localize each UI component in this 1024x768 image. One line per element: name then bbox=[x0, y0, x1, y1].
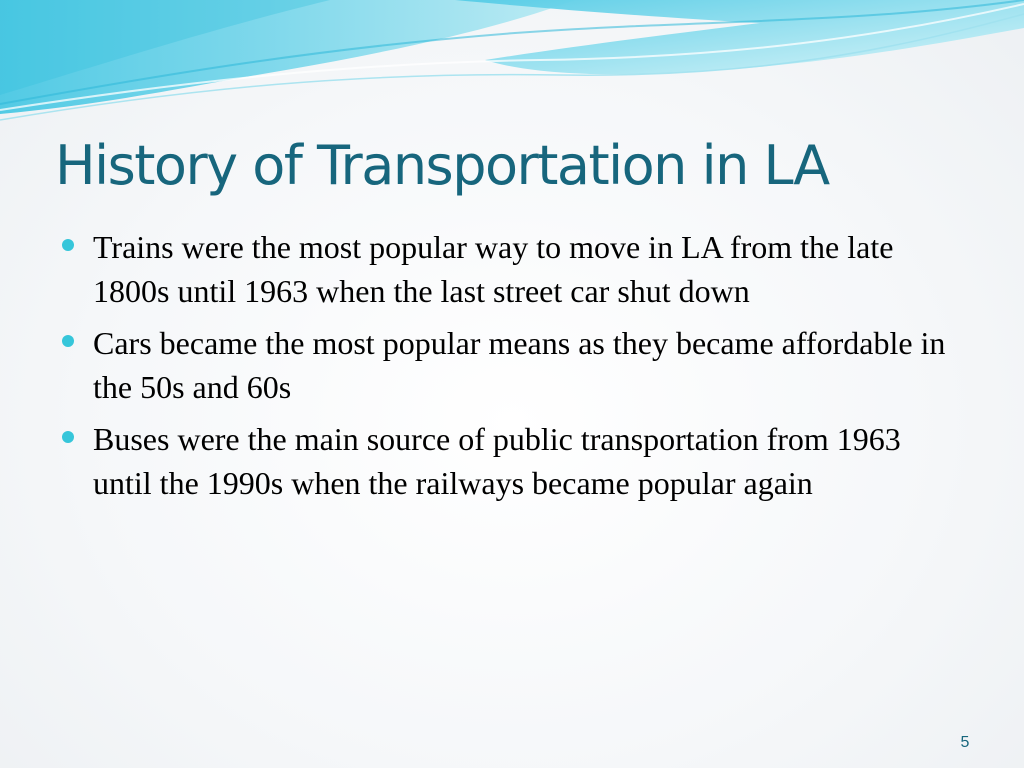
bullet-icon bbox=[62, 239, 74, 251]
bullet-text-cars: Cars became the most popular means as they became affordable in the 50s and 60s bbox=[93, 325, 946, 405]
bullet-icon bbox=[62, 335, 74, 347]
bullet-list bbox=[62, 225, 952, 513]
bullet-icon bbox=[62, 431, 74, 443]
slide-number: 5 bbox=[960, 734, 970, 751]
slide-title: History of Transportation in LA bbox=[55, 134, 829, 197]
bullet-item-buses bbox=[62, 417, 952, 505]
bullet-text-trains: Trains were the most popular way to move in LA from the late 1800s until 1963 when the last street car shut down bbox=[93, 229, 894, 309]
wave-decoration-icon bbox=[0, 0, 1024, 130]
bullet-item-cars bbox=[62, 321, 952, 409]
bullet-text-buses: Buses were the main source of public transportation from 1963 until the 1990s when the railways became popular again bbox=[93, 421, 901, 501]
bullet-item-trains bbox=[62, 225, 952, 313]
